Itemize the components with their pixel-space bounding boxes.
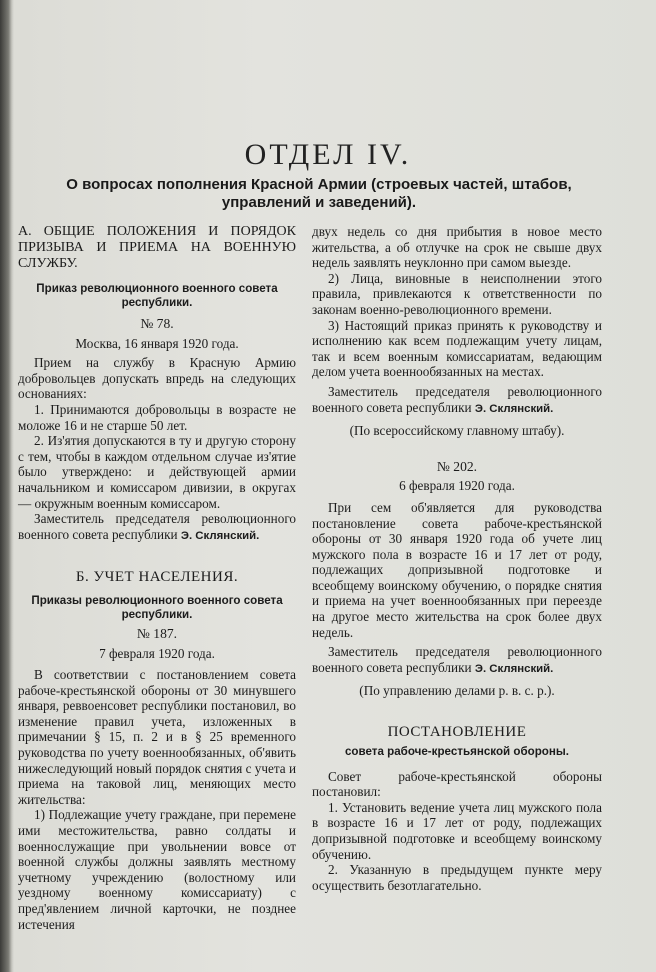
order-202-paragraph: При сем об'является для руководства постановление совета рабоче-крестьянской обороны от 30 января 1920 года об учете лиц мужского пола в возрасте 16 и 17 лет от роду, подлежащих допризывной подготовке и всеобщему воинскому обучению, о порядке снятия и приема на учет военнообязанных при переезде на другое место жительства на срок более двух недель. <box>312 499 602 640</box>
order-187-title: Приказы революционного военного совета республики. <box>31 593 283 621</box>
order-78-title: Приказ революционного военного совета республики. <box>36 282 278 309</box>
order-78-signature-text: Заместитель председателя революционного военного совета республики <box>18 511 296 542</box>
order-78-place-date: Москва, 16 января 1920 года. <box>75 335 239 351</box>
decree-heading: ПОСТАНОВЛЕНИЕ <box>387 724 527 741</box>
order-187-source: (По всероссийскому главному штабу). <box>349 423 565 439</box>
section-a-heading: А. ОБЩИЕ ПОЛОЖЕНИЯ И ПОРЯДОК ПРИЗЫВА И ПРИЕМА НА ВОЕННУЮ СЛУЖБУ. <box>18 224 296 271</box>
order-78-signature-name: Э. Склянский. <box>180 529 260 542</box>
order-202-signature-name: Э. Склянский. <box>474 662 554 675</box>
order-187-paragraph-1: В соответствии с постановлением совета рабоче-крестьянской обороны от 30 минувшего января, реввоенсовет республики постановил, во изменение правил учета, изложенных в примечании § 15, п. 2 и в § 25 временного руководства по учету военнообязанных, об'явить нижеследующий новый порядок снятия с учета и приема на таковой лиц, меняющих место жительства: <box>18 667 297 807</box>
decree-paragraph: Совет рабоче-крестьянской обороны постановил: <box>312 768 602 800</box>
order-202-date: 6 февраля 1920 года. <box>399 478 515 494</box>
order-187-date: 7 февраля 1920 года. <box>99 645 215 661</box>
order-78-number: № 78. <box>140 316 174 331</box>
section-subtitle: О вопросах пополнения Красной Армии (строевых частей, штабов, управлений и заведений). <box>66 176 572 211</box>
order-78-paragraph: Прием на службу в Красную Армию добровольцев допускать впредь на следующих основаниях: <box>18 355 296 402</box>
order-202-signature-text: Заместитель председателя революционного военного совета республики <box>312 644 602 675</box>
order-78-item-2: 2. Из'ятия допускаются в ту и другую сторону с тем, чтобы в каждом отдельном случае из'ятие было утверждено: и действующей армии начальником и комиссаром дивизии, в округах — окружным военным комиссаром. <box>18 433 296 511</box>
order-187-signature-text: Заместитель председателя революционного военного совета республики <box>312 383 602 415</box>
order-187-continuation: двух недель со дня прибытия в новое место жительства, а об отлучке на срок не свыше двух недель заявлять неуклонно при самом выезде. <box>312 224 602 271</box>
decree-item-2: 2. Указанную в предыдущем пункте меру осуществить безотлагательно. <box>312 862 602 893</box>
order-78-item-1: 1. Принимаются добровольцы в возрасте не моложе 16 и не старше 50 лет. <box>18 401 296 433</box>
decree-item-1: 1. Установить ведение учета лиц мужского пола в возрасте 16 и 17 лет от роду, подлежащих допризывной подготовке и всеобщему воинскому обучению. <box>312 799 602 862</box>
order-202-source: (По управлению делами р. в. с. р.). <box>359 683 555 699</box>
order-187-item-2: 2) Лица, виновные в неисполнении этого правила, привлекаются к ответственности по законам военно-революционного времени. <box>312 270 602 317</box>
order-187-number: № 187. <box>136 625 178 641</box>
order-78-signature <box>18 511 296 544</box>
order-202-signature <box>312 644 602 677</box>
order-187-signature-name: Э. Склянский. <box>474 402 554 415</box>
decree-subheading: совета рабоче-крестьянской обороны. <box>344 744 569 758</box>
order-187-signature <box>312 384 602 417</box>
section-title: ОТДЕЛ IV. <box>244 138 412 171</box>
order-202-number: № 202. <box>436 458 478 474</box>
order-187-paragraph-2: 1) Подлежащие учету граждане, при перемене ими местожительства, равно солдаты и военнослужащие при увольнении вовсе от военной службы должны заявлять местному учетному учреждению (волостному или уездному военному комиссариату) с пред'явлением личной карточки, не позднее истечения <box>18 807 296 932</box>
right-column <box>312 224 602 893</box>
left-column <box>18 224 296 932</box>
order-187-item-3: 3) Настоящий приказ принять к руководству и исполнению как всем подлежащим учету лицам, так и всем военным комиссариатам, ведающим делом учета военнообязанных на местах. <box>312 317 602 380</box>
section-b-heading: Б. УЧЕТ НАСЕЛЕНИЯ. <box>75 569 239 586</box>
